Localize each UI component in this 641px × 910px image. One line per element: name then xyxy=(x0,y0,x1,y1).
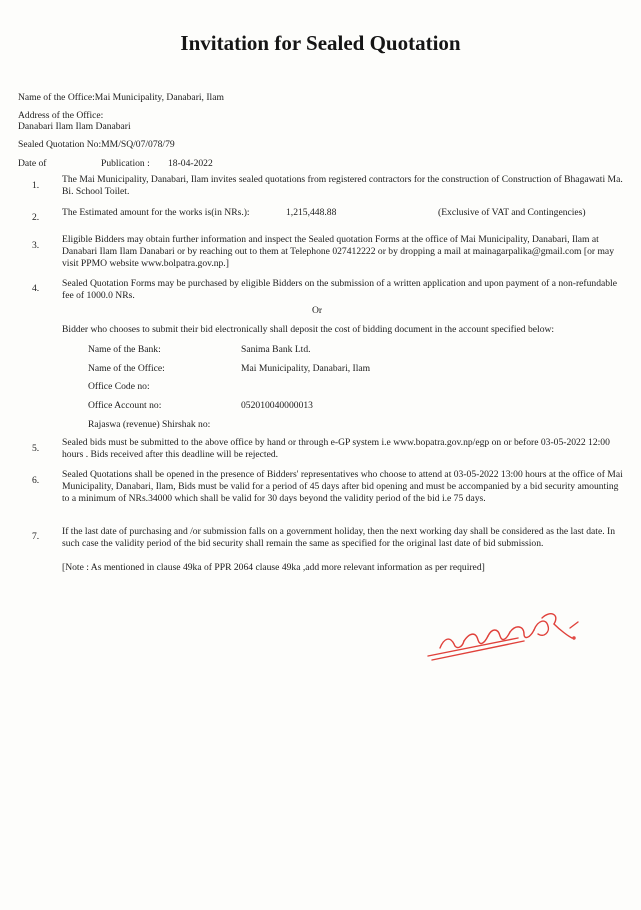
item-number: 6. xyxy=(32,475,40,486)
estimated-amount-label: The Estimated amount for the works is(in NRs.): xyxy=(62,207,250,218)
revenue-shirshak-label: Rajaswa (revenue) Shirshak no: xyxy=(88,419,211,430)
electronic-bid-text: Bidder who chooses to submit their bid electronically shall deposit the cost of bidding document in the account specified below: xyxy=(62,324,555,335)
office-code-label: Office Code no: xyxy=(88,381,150,392)
item-number: 5. xyxy=(32,443,40,454)
item-text: The Mai Municipality, Danabari, Ilam invites sealed quotations from registered contractors for the construction of Construction of Bhagawati Ma. Bi. School Toilet. xyxy=(62,174,623,197)
bank-name-label: Name of the Bank: xyxy=(88,344,161,355)
estimated-amount: 1,215,448.88 xyxy=(286,207,337,218)
office-account-label: Office Account no: xyxy=(88,400,162,411)
item-note: [Note : As mentioned in clause 49ka of PPR 2064 clause 49ka ,add more relevant information as per required] xyxy=(62,562,485,573)
item-number: 4. xyxy=(32,283,40,294)
item-text: If the last date of purchasing and /or submission falls on a government holiday, then the next working day shall be considered as the last date. In such case the validity period of the bid security shall remain the same as specified for the original last date of bid submission. xyxy=(62,526,616,549)
item-number: 7. xyxy=(32,531,40,542)
bank-name-value: Sanima Bank Ltd. xyxy=(241,344,311,355)
estimated-amount-note: (Exclusive of VAT and Contingencies) xyxy=(438,207,586,218)
date-label: Date of xyxy=(18,158,47,169)
item-text: Sealed bids must be submitted to the above office by hand or through e-GP system i.e www.bopatra.gov.np/egp on or before 03-05-2022 12:00 hours . Bids received after this deadline will be rejected. xyxy=(62,437,610,460)
office-account-value: 052010040000013 xyxy=(241,400,313,411)
item-text: Sealed Quotation Forms may be purchased by eligible Bidders on the submission of a written application and upon payment of a non-refundable fee of 1000.0 NRs. xyxy=(62,278,617,301)
address-value: Danabari Ilam Ilam Danabari xyxy=(18,121,131,132)
office-name-value: Mai Municipality, Danabari, Ilam xyxy=(241,363,371,374)
item-number: 2. xyxy=(32,212,40,223)
item-text: Eligible Bidders may obtain further information and inspect the Sealed quotation Forms at the office of Mai Municipality, Danabari, Ilam at Danabari Ilam Ilam Danabari or by reaching out to them at Telephone 027412222 or by dropping a mail at mainagarpalika@gmail.com [or may visit PPMO website www.bolpatra.gov.np.] xyxy=(62,234,614,269)
item-number: 1. xyxy=(32,180,40,191)
publication-label: Publication : xyxy=(101,158,150,169)
office-name-label: Name of the Office: xyxy=(88,363,165,374)
or-separator: Or xyxy=(312,305,323,316)
document-title: Invitation for Sealed Quotation xyxy=(180,31,461,55)
publication-date: 18-04-2022 xyxy=(168,158,213,169)
item-text: Sealed Quotations shall be opened in the presence of Bidders' representatives who choose to attend at 03-05-2022 13:00 hours at the office of Mai Municipality, Danabari, Ilam, Bids must be valid for a period of 45 days after bid opening and must be accompanied by a bid security amounting to a minimum of NRs.34000 which shall be valid for 30 days beyond the validity period of the bid i.e 75 days. xyxy=(62,469,623,504)
office-name: Name of the Office:Mai Municipality, Danabari, Ilam xyxy=(18,92,224,103)
address-label: Address of the Office: xyxy=(18,110,104,121)
quotation-number: Sealed Quotation No:MM/SQ/07/078/79 xyxy=(18,139,175,150)
item-number: 3. xyxy=(32,240,40,251)
signature xyxy=(420,608,585,663)
